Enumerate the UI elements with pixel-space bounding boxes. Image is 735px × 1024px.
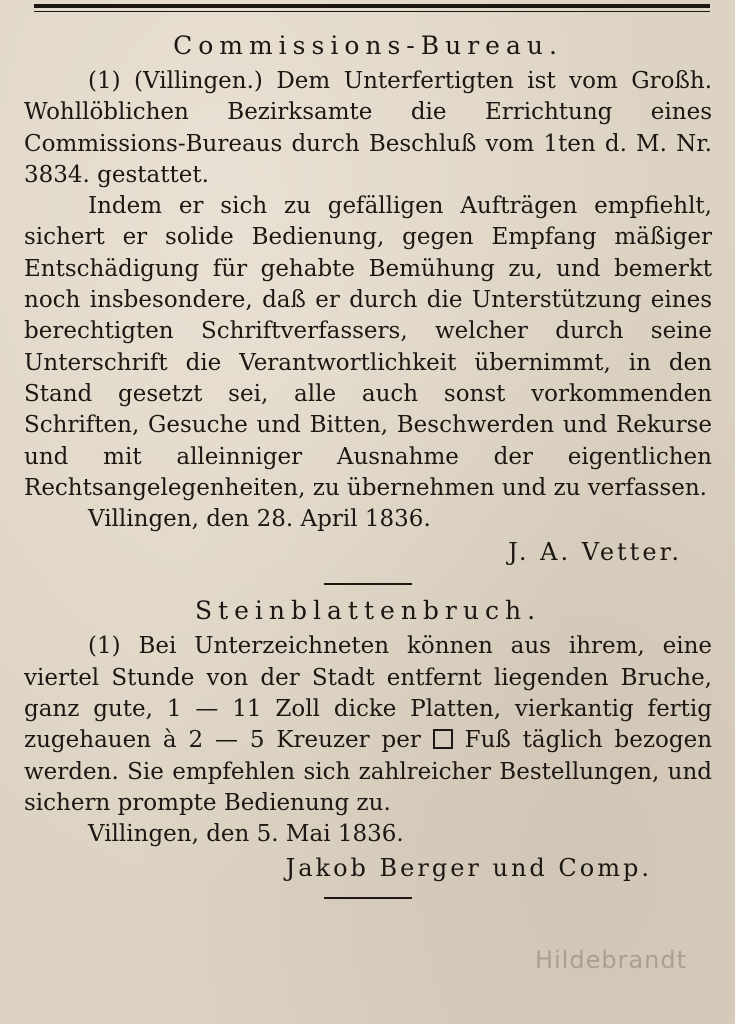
notice-commissions-bureau [24, 26, 712, 569]
notice-dateline: Villingen, den 5. Mai 1836. [88, 821, 404, 848]
notice-paragraph: (1) (Villingen.) Dem Unterfertigten ist vom Großh. Wohllöblichen Bezirksamte die Errichtung eines Commissions-Bureaus durch Beschluß vom 1ten d. M. Nr. 3834. gestattet. [24, 68, 712, 188]
notice-paragraph: Indem er sich zu gefälligen Aufträgen empfiehlt, sichert er solide Bedienung, gegen Empfang mäßiger Entschädigung für gehabte Bemühung zu, und bemerkt noch insbesondere, daß er durch die Unterstützung eines berechtigten Schriftverfassers, welcher durch seine Unterschrift die Verantwortlichkeit übernimmt, in den Stand gesetzt sei, alle auch sonst vorkommenden Schriften, Gesuche und Bitten, Beschwerden und Rekurse und mit alleinniger Ausnahme der eigentlichen Rechtsangelegenheiten, zu übernehmen und zu verfassen. [24, 193, 712, 501]
notice-heading: Commissions-Bureau. [173, 31, 563, 60]
notice-dateline: Villingen, den 28. April 1836. [88, 506, 431, 533]
notice-paragraph [24, 631, 712, 819]
square-symbol-icon [433, 729, 453, 749]
watermark-text: Hildebrandt [534, 946, 687, 974]
notice-signature: Jakob Berger und Comp. [285, 853, 652, 882]
top-double-rule [34, 4, 710, 12]
section-divider [324, 583, 412, 585]
section-divider [324, 897, 412, 899]
paragraph-text-part: Fuß täglich bezogen werden. Sie empfehlen sich zahlreicher Bestellungen, und sichern prompte Bedienung zu. [24, 727, 713, 816]
text-column [24, 26, 712, 905]
notice-heading: Steinblattenbruch. [194, 596, 542, 626]
notice-signature: J. A. Vetter. [508, 538, 682, 567]
paragraph-text-part: (1) Bei Unterzeichneten können aus ihrem, eine viertel Stunde von der Stadt entfernt liegenden Bruche, ganz gute, 1 — 11 Zoll dicke Platten, vierkantig fertig zugehauen à 2 — 5 Kreuzer per [24, 633, 712, 754]
notice-steinblattenbruch [24, 591, 712, 884]
